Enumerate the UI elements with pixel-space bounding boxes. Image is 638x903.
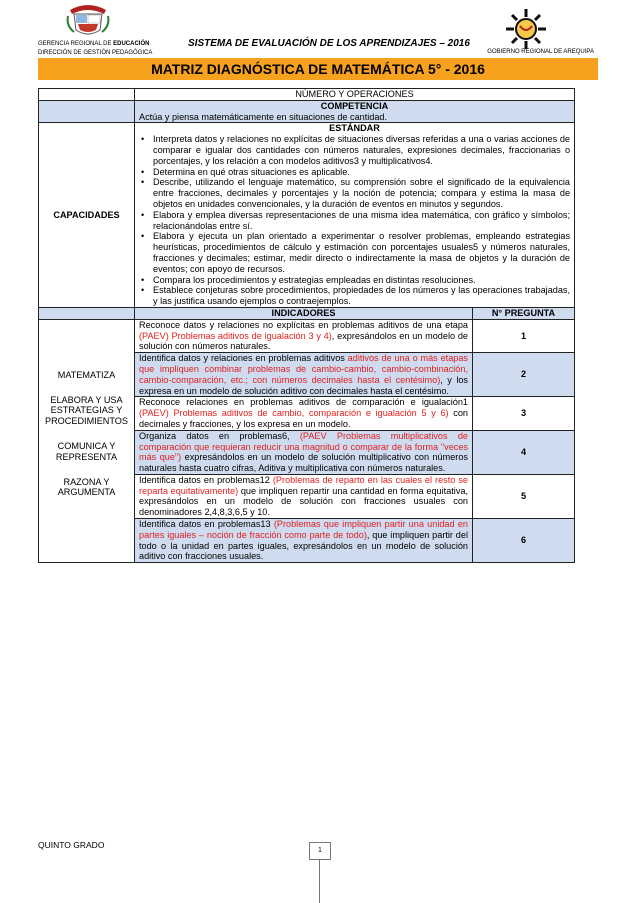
section-header: NÚMERO Y OPERACIONES <box>135 89 575 101</box>
proceso-razona: RAZONA Y ARGUMENTA <box>57 476 116 498</box>
competencia-label: COMPETENCIA <box>320 100 389 111</box>
estandar-item: • Elabora y ejecuta un plan orientado a experimentar o resolver problemas, empleando estrategias heurísticas, procedimientos de cálculo y estimación con porcentajes usuales5 y números naturales, fracciones y decimales; estimar, medir directo o indirectamente la masa de objetos y la duración de eventos; con apoyo de recursos. <box>139 231 570 274</box>
estandar-item: • Compara los procedimientos y estrategias empleadas en distintas resoluciones. <box>139 275 570 286</box>
pregunta-number: 6 <box>473 519 575 563</box>
pregunta-number: 3 <box>473 397 575 430</box>
pregunta-number: 1 <box>473 319 575 352</box>
estandar-item: • Establece conjeturas sobre procedimientos, propiedades de los números y las operaciones trabajadas, y las justifica usando ejemplos o contraejemplos. <box>139 285 570 307</box>
page-number: 1 <box>309 842 331 860</box>
peru-coat-of-arms-logo <box>66 2 110 38</box>
indicador-row: Reconoce relaciones en problemas aditivos de comparación e igualación1 (PAEV) Problemas aditivos de cambio, comparación e igualación 5 y 6) con decimales y fracciones, y los expresa en un modelo. <box>135 397 473 430</box>
capacidades-label: CAPACIDADES <box>39 123 135 308</box>
matrix-title-banner: MATRIZ DIAGNÓSTICA DE MATEMÁTICA 5° - 2016 <box>38 58 598 80</box>
footer-divider <box>319 860 320 903</box>
header-right-org: GOBIERNO REGIONAL DE AREQUIPA <box>487 49 594 55</box>
estandar-list <box>135 134 574 307</box>
proceso-comunica: COMUNICA Y REPRESENTA <box>55 441 118 462</box>
estandar-item: • Elabora y emplea diversas representaciones de una misma idea matemática, con gráfico y símbolos; relacionándolas entre sí. <box>139 210 570 232</box>
header-system-title: SISTEMA DE EVALUACIÓN DE LOS APRENDIZAJES – 2016 <box>188 38 470 49</box>
indicador-row: Reconoce datos y relaciones no explícitas en problemas aditivos de una etapa (PAEV) Problemas aditivos de igualación 3 y 4), expresándolos en un modelo de solución con números naturales. <box>135 319 473 352</box>
indicador-row: Identifica datos y relaciones en problemas aditivos aditivos de una o más etapas que impliquen combinar problemas de cambio-cambio, cambio-combinación, cambio-comparación, etc.; con números decimales hasta el centésimo), y los expresa en un modelo de solución aditivo con decimales hasta el centésimo. <box>135 353 473 397</box>
pregunta-number: 2 <box>473 353 575 397</box>
procesos-cell <box>39 319 135 563</box>
pregunta-number: 5 <box>473 474 575 518</box>
indicador-row: Organiza datos en problemas6, (PAEV Problemas multiplicativos de comparación que requieran reducir una magnitud o comparar de la forma "veces más que") expresándolos en un modelo de solución multiplicativo con números naturales hasta cuatro cifras, Aditiva y multiplicativa con números naturales. <box>135 430 473 474</box>
indicadores-header: INDICADORES <box>135 307 473 319</box>
indicador-row: Identifica datos en problemas12 (Problemas de reparto en las cuales el resto se reparta equitativamente) que impliquen repartir una cantidad en forma equitativa, expresándolos en un modelo de solución con fracciones usuales con denominadores 2,4,8,3,6,5 y 10. <box>135 474 473 518</box>
header-left-org: GERENCIA REGIONAL DE EDUCACIÓN DIRECCIÓN DE GESTIÓN PEDAGÓGICA <box>38 41 153 56</box>
pregunta-number: 4 <box>473 430 575 474</box>
estandar-item: • Describe, utilizando el lenguaje matemático, su comprensión sobre el significado de la equivalencia entre fracciones, decimales y porcentajes y la noción de potencia; compara y estima la masa de objetos en unidades convencionales, y la duración de eventos en minutos y segundos. <box>139 177 570 209</box>
competencia-cell <box>135 100 575 123</box>
arequipa-sun-logo <box>504 8 548 50</box>
footer-grade: QUINTO GRADO <box>38 840 105 850</box>
estandar-label: ESTÁNDAR <box>329 123 380 134</box>
proceso-matematiza: MATEMATIZA <box>57 369 116 380</box>
proceso-elabora: ELABORA Y USA ESTRATEGIAS Y PROCEDIMIENTOS <box>45 394 128 427</box>
diagnostic-matrix-table <box>38 88 575 563</box>
indicador-row: Identifica datos en problemas13 (Problemas que impliquen partir una unidad en partes iguales – noción de fracción como parte de todo), que impliquen partir del todo o la unidad en partes iguales, expresándolos en un modelo de solución aditivo con fracciones usuales. <box>135 519 473 563</box>
competencia-text: Actúa y piensa matemáticamente en situaciones de cantidad. <box>139 111 388 122</box>
estandar-item: • Determina en qué otras situaciones es aplicable. <box>139 167 570 178</box>
pregunta-header: N° PREGUNTA <box>473 307 575 319</box>
estandar-cell <box>135 123 575 308</box>
estandar-item: • Interpreta datos y relaciones no explícitas de situaciones diversas referidas a una o varias acciones de comparar e igualar dos cantidades con números naturales, expresiones decimales, fraccionarias o porcentajes, y los relación a con modelos aditivos3 y multiplicativos4. <box>139 134 570 166</box>
